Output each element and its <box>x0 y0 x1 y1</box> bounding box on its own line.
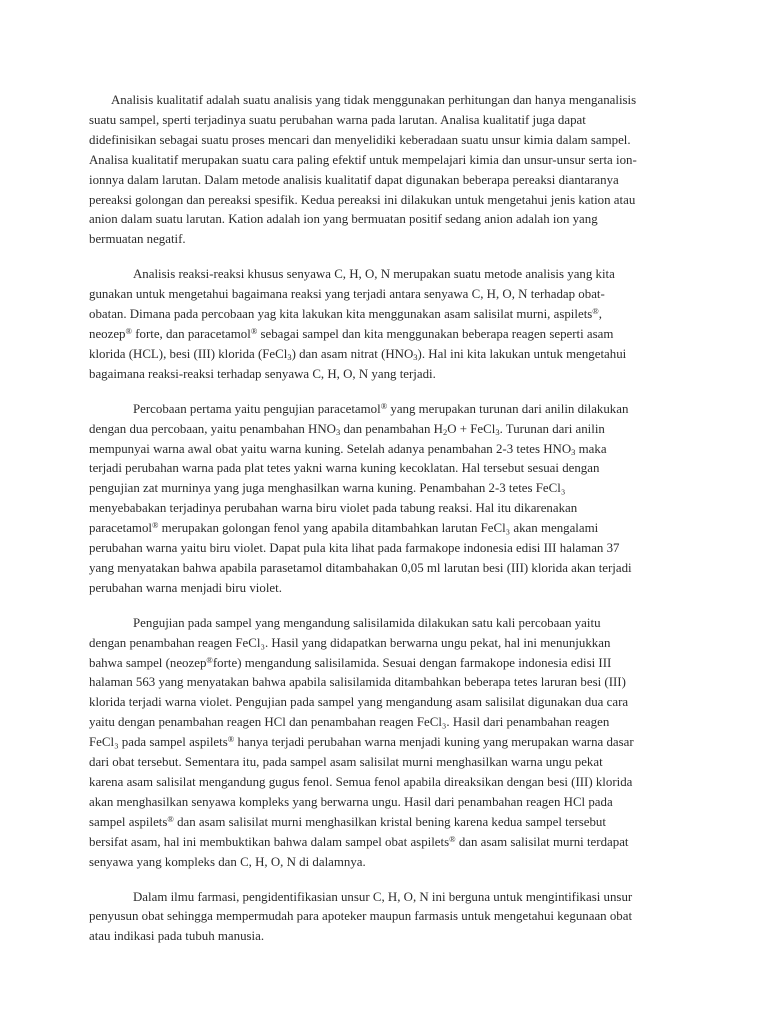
registered-mark: ® <box>250 325 258 336</box>
text-line <box>89 775 632 789</box>
text-segment: dari obat tersebut. Sementara itu, pada sampel asam salisilat murni menghasilkan warna ungu pekat <box>89 755 603 770</box>
text-segment: penyusun obat sehingga mempermudah para apoteker maupun farmasis untuk mengetahui kegunaan obat <box>89 909 633 924</box>
text-segment: menyebabakan terjadinya perubahan warna biru violet pada tabung reaksi. Hal itu dikarenakan <box>89 501 578 516</box>
text-segment: yang menyatakan bahwa apabila parasetamol ditambahakan 0,05 ml larutan besi (III) klorida akan terjadi <box>89 560 632 575</box>
text-segment: atau indikasi pada tubuh manusia. <box>89 929 265 944</box>
text-segment: klorida (HCL), besi (III) klorida (FeCl <box>89 346 288 361</box>
text-line <box>89 795 613 809</box>
paragraph <box>89 614 679 873</box>
text-segment: merupakan golongan fenol yang apabila ditambahkan larutan FeCl₃ akan mengalami <box>158 521 599 536</box>
text-line <box>111 93 636 107</box>
text-segment: maka <box>575 441 607 456</box>
text-segment: Analisis reaksi-reaksi khusus senyawa C, H, O, N merupakan suatu metode analisis yang kita <box>133 267 615 282</box>
text-segment: sebagai sampel dan kita menggunakan beberapa reagen seperti asam <box>257 326 614 341</box>
text-line <box>89 581 282 595</box>
text-segment: terjadi perubahan warna pada plat tetes yakni warna kuning kecoklatan. Hal tersebut sesuai dengan <box>89 461 600 476</box>
text-segment: , <box>598 307 602 322</box>
chemical-subscript: 3 <box>335 426 341 437</box>
paragraph <box>89 400 679 599</box>
text-line <box>89 636 610 650</box>
text-line <box>89 501 577 515</box>
text-line <box>89 153 637 167</box>
registered-mark: ® <box>151 520 159 531</box>
text-segment: dengan dua percobaan, yaitu penambahan HNO <box>89 421 336 436</box>
text-line <box>133 402 628 416</box>
text-segment: ) dan asam nitrat (HNO <box>291 346 414 361</box>
text-line <box>89 656 611 670</box>
text-line <box>89 561 632 575</box>
text-segment: ionnya dalam larutan. Dalam metode analisis kualitatif dapat digunakan beberapa pereaksi diantaranya <box>89 172 619 187</box>
text-line <box>89 521 598 535</box>
text-line <box>89 422 605 436</box>
document-body <box>89 91 679 962</box>
text-segment: yaitu dengan penambahan reagen HCl dan penambahan reagen FeCl₃. Hasil dari penambahan reagen <box>89 715 610 730</box>
text-line <box>89 909 632 923</box>
text-segment: senyawa yang kompleks dan C, H, O, N di dalamnya. <box>89 854 366 869</box>
text-segment: hanya terjadi perubahan warna menjadi kuning yang merupakan warna dasar <box>234 735 634 750</box>
text-line <box>89 193 635 207</box>
text-segment: pengujian zat murninya yang juga menghasilkan warna kuning. Penambahan 2-3 tetes FeCl₃ <box>89 481 566 496</box>
text-segment: Percobaan pertama yaitu pengujian paracetamol <box>133 401 381 416</box>
text-line <box>89 735 634 749</box>
registered-mark: ® <box>167 813 174 824</box>
text-segment: Analisis kualitatif adalah suatu analisis yang tidak menggunakan perhitungan dan hanya menganalisis <box>111 93 637 107</box>
text-segment: mempunyai warna awal obat yaitu warna kuning. Setelah adanya penambahan 2-3 tetes HNO <box>89 441 572 456</box>
text-segment: pereaksi golongan dan pereaksi spesifik. Kedua pereaksi ini dilakukan untuk mengetahui jenis kation atau <box>89 192 636 207</box>
text-segment: obatan. Dimana pada percobaan yag kita lakukan kita menggunakan asam salisilat murni, aspilets <box>89 307 593 322</box>
text-segment: . Turunan dari anilin <box>499 421 605 436</box>
registered-mark: ® <box>380 400 388 411</box>
text-segment: O + FeCl <box>447 421 496 436</box>
text-line <box>89 173 619 187</box>
text-segment: anion dalam suatu larutan. Kation adalah ion yang bermuatan positif sedang anion adalah ion yang <box>89 212 598 227</box>
text-line <box>89 835 629 849</box>
text-line <box>89 855 366 869</box>
text-segment: perubahan warna yaitu biru violet. Dapat pula kita lihat pada farmakope indonesia edisi III halaman 37 <box>89 541 620 556</box>
text-segment: halaman 563 yang menyatakan bahwa apabila salisilamida ditambahkan beberapa tetes laruran besi (III) <box>89 675 626 690</box>
text-line <box>89 755 603 769</box>
chemical-subscript: 2 <box>442 426 448 437</box>
text-line <box>89 815 606 829</box>
text-segment: dan asam salisilat murni terdapat <box>455 834 629 849</box>
text-line <box>89 929 264 943</box>
text-line <box>133 890 632 904</box>
text-segment: bagaimana reaksi-reaksi terhadap senyawa C, H, O, N yang terjadi. <box>89 366 436 381</box>
text-segment: Analisa kualitatif merupakan suatu cara paling efektif untuk mempelajari kimia dan unsur-unsur serta ion- <box>89 152 637 167</box>
text-segment: suatu sampel, sperti terjadinya suatu perubahan warna pada larutan. Analisa kualitatif juga dapat <box>89 112 586 127</box>
text-line <box>89 481 565 495</box>
text-line <box>89 212 598 226</box>
text-line <box>89 327 613 341</box>
text-line <box>89 347 626 361</box>
text-line <box>89 367 436 381</box>
text-line <box>133 267 615 281</box>
text-line <box>89 695 628 709</box>
text-segment: ). Hal ini kita lakukan untuk mengetahui <box>417 346 627 361</box>
chemical-subscript: 3 <box>413 351 418 362</box>
text-line <box>89 675 626 689</box>
registered-mark: ® <box>125 325 132 336</box>
registered-mark: ® <box>449 833 456 844</box>
text-line <box>89 232 186 246</box>
text-segment: FeCl₃ pada sampel aspilets <box>89 735 228 750</box>
text-line <box>133 616 601 630</box>
text-segment: yang merupakan turunan dari anilin dilakukan <box>387 401 629 416</box>
text-line <box>89 287 605 301</box>
registered-mark: ® <box>206 654 213 665</box>
registered-mark: ® <box>227 734 235 745</box>
text-segment: Dalam ilmu farmasi, pengidentifikasian unsur C, H, O, N ini berguna untuk mengintifikasi unsur <box>133 889 633 904</box>
chemical-subscript: 3 <box>495 426 500 437</box>
text-segment: didefinisikan sebagai suatu proses mencari dan menyelidiki keberadaan suatu unsur kimia dalam sampel. <box>89 132 631 147</box>
text-segment: bersifat asam, hal ini membuktikan bahwa dalam sampel obat aspilets <box>89 834 450 849</box>
chemical-subscript: 3 <box>571 446 576 457</box>
text-line <box>89 113 586 127</box>
text-segment: forte, dan paracetamol <box>131 326 251 341</box>
paragraph <box>89 91 679 250</box>
text-line <box>89 442 607 456</box>
text-line <box>89 133 631 147</box>
text-line <box>89 461 599 475</box>
text-segment: dengan penambahan reagen FeCl₃. Hasil yang didapatkan berwarna ungu pekat, hal ini menunjukkan <box>89 635 611 650</box>
text-segment: karena asam salisilat mengandung gugus fenol. Semua fenol apabila direaksikan dengan besi (III) klorida <box>89 775 633 789</box>
text-segment: klorida terjadi warna violet. Pengujian pada sampel yang mengandung asam salisilat digunakan dua cara <box>89 695 629 710</box>
text-segment: sampel aspilets <box>89 814 168 829</box>
text-segment: bermuatan negatif. <box>89 232 186 247</box>
text-segment: bahwa sampel (neozep <box>89 655 207 670</box>
text-segment: Pengujian pada sampel yang mengandung salisilamida dilakukan satu kali percobaan yaitu <box>133 615 601 630</box>
paragraph <box>89 265 679 384</box>
text-segment: neozep <box>89 326 126 341</box>
registered-mark: ® <box>592 306 599 317</box>
text-segment: perubahan warna menjadi biru violet. <box>89 580 282 595</box>
text-line <box>89 541 619 555</box>
text-line <box>89 307 602 321</box>
text-segment: paracetamol <box>89 521 152 536</box>
text-line <box>89 715 609 729</box>
text-segment: dan penambahan H <box>340 421 443 436</box>
text-segment: gunakan untuk mengetahui bagaimana reaksi yang terjadi antara senyawa C, H, O, N terhadap obat- <box>89 287 605 302</box>
text-segment: dan asam salisilat murni menghasilkan kristal bening karena kedua sampel tersebut <box>173 814 606 829</box>
chemical-subscript: 3 <box>287 351 292 362</box>
text-segment: forte) mengandung salisilamida. Sesuai dengan farmakope indonesia edisi III <box>212 655 612 670</box>
text-segment: akan menghasilkan senyawa kompleks yang berwarna ungu. Hasil dari penambahan reagen HCl pada <box>89 794 613 809</box>
paragraph <box>89 888 679 948</box>
